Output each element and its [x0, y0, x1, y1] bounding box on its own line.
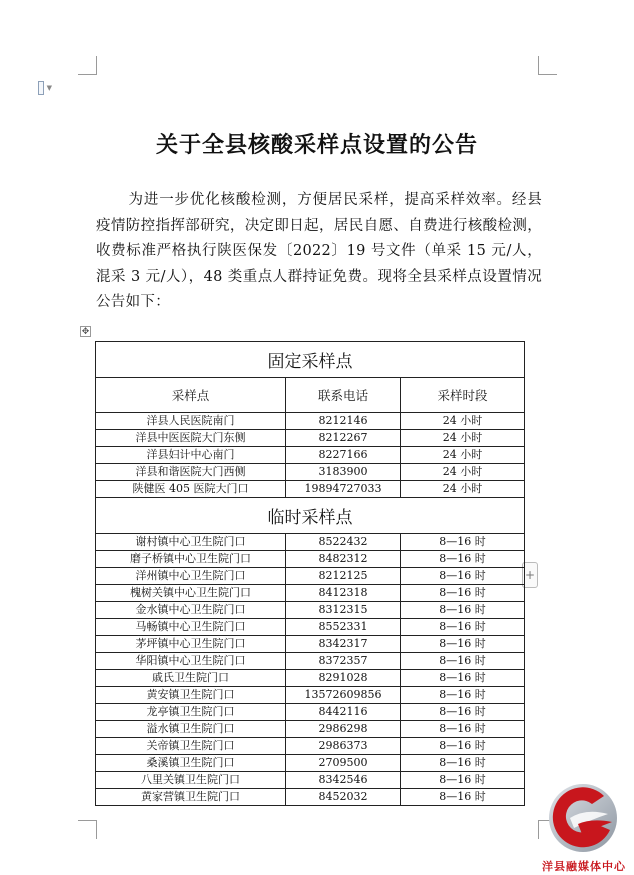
table-move-handle-icon[interactable]: ✥	[81, 327, 90, 337]
site-name-cell: 陕健医 405 医院大门口	[96, 481, 286, 498]
page-corner-mark-bottom-left	[78, 820, 97, 839]
media-center-logo	[540, 778, 626, 870]
phone-cell: 8452032	[286, 789, 401, 806]
site-name-cell: 华阳镇中心卫生院门口	[96, 653, 286, 670]
phone-cell: 2709500	[286, 755, 401, 772]
table-row	[96, 602, 525, 619]
add-row-plus-icon[interactable]: +	[522, 562, 538, 588]
phone-cell: 8442116	[286, 704, 401, 721]
document-sheet-icon	[38, 81, 44, 95]
hours-cell: 8—16 时	[401, 653, 525, 670]
phone-cell: 3183900	[286, 464, 401, 481]
phone-cell: 8212267	[286, 430, 401, 447]
phone-cell: 8312315	[286, 602, 401, 619]
site-name-cell: 关帝镇卫生院门口	[96, 738, 286, 755]
phone-cell: 8342546	[286, 772, 401, 789]
table-row	[96, 755, 525, 772]
hours-cell: 8—16 时	[401, 687, 525, 704]
table-row	[96, 413, 525, 430]
hours-cell: 8—16 时	[401, 551, 525, 568]
table-row	[96, 551, 525, 568]
site-name-cell: 谢村镇中心卫生院门口	[96, 534, 286, 551]
site-name-cell: 洋县和谐医院大门西侧	[96, 464, 286, 481]
hours-cell: 8—16 时	[401, 772, 525, 789]
site-name-cell: 洋州镇中心卫生院门口	[96, 568, 286, 585]
phone-cell: 13572609856	[286, 687, 401, 704]
section-heading-row	[96, 342, 525, 378]
hours-cell: 8—16 时	[401, 789, 525, 806]
hours-cell: 8—16 时	[401, 636, 525, 653]
column-header-phone: 联系电话	[286, 378, 401, 413]
table-row	[96, 464, 525, 481]
table-row	[96, 653, 525, 670]
hours-cell: 8—16 时	[401, 534, 525, 551]
table-row	[96, 772, 525, 789]
section-heading: 临时采样点	[96, 498, 525, 534]
table-row	[96, 430, 525, 447]
hours-cell: 8—16 时	[401, 738, 525, 755]
document-paragraph	[96, 188, 542, 316]
column-header-row	[96, 378, 525, 413]
hours-cell: 8—16 时	[401, 619, 525, 636]
hours-cell: 8—16 时	[401, 721, 525, 738]
phone-cell: 8212125	[286, 568, 401, 585]
hours-cell: 8—16 时	[401, 568, 525, 585]
table-row	[96, 687, 525, 704]
hours-cell: 8—16 时	[401, 585, 525, 602]
phone-cell: 8372357	[286, 653, 401, 670]
phone-cell: 8227166	[286, 447, 401, 464]
table-row	[96, 585, 525, 602]
phone-cell: 2986373	[286, 738, 401, 755]
document-icon[interactable]	[38, 80, 52, 96]
site-name-cell: 洋县中医医院大门东侧	[96, 430, 286, 447]
hours-cell: 24 小时	[401, 430, 525, 447]
page-corner-mark-top-left	[78, 56, 97, 75]
phone-cell: 2986298	[286, 721, 401, 738]
phone-cell: 8342317	[286, 636, 401, 653]
table-row	[96, 447, 525, 464]
table-row	[96, 534, 525, 551]
table-row	[96, 789, 525, 806]
watermark-text: 洋县融媒体中心	[542, 860, 626, 873]
phone-cell: 8482312	[286, 551, 401, 568]
table-row	[96, 619, 525, 636]
hours-cell: 8—16 时	[401, 670, 525, 687]
site-name-cell: 磨子桥镇中心卫生院门口	[96, 551, 286, 568]
column-header-hours: 采样时段	[401, 378, 525, 413]
phone-cell: 19894727033	[286, 481, 401, 498]
hours-cell: 8—16 时	[401, 602, 525, 619]
column-header-site: 采样点	[96, 378, 286, 413]
site-name-cell: 槐树关镇中心卫生院门口	[96, 585, 286, 602]
hours-cell: 8—16 时	[401, 704, 525, 721]
site-name-cell: 八里关镇卫生院门口	[96, 772, 286, 789]
site-name-cell: 戚氏卫生院门口	[96, 670, 286, 687]
site-name-cell: 洋县人民医院南门	[96, 413, 286, 430]
hours-cell: 24 小时	[401, 464, 525, 481]
phone-cell: 8412318	[286, 585, 401, 602]
site-name-cell: 溢水镇卫生院门口	[96, 721, 286, 738]
page-corner-mark-top-right	[538, 56, 557, 75]
sampling-sites-table	[95, 341, 525, 806]
paragraph-text: 为进一步优化核酸检测，方便居民采样，提高采样效率。经县疫情防控指挥部研究，决定即日起，居民自愿、自费进行核酸检测，收费标准严格执行陕医保发〔2022〕19 号文件（单采 15 元/人，混采 3 元/人），48 类重点人群持证免费。现将全县采样点设置情况公告如下：	[96, 192, 542, 310]
phone-cell: 8212146	[286, 413, 401, 430]
hours-cell: 8—16 时	[401, 755, 525, 772]
hours-cell: 24 小时	[401, 481, 525, 498]
table-row	[96, 636, 525, 653]
hours-cell: 24 小时	[401, 413, 525, 430]
table-row	[96, 721, 525, 738]
document-title: 关于全县核酸采样点设置的公告	[155, 133, 478, 158]
table-row	[96, 738, 525, 755]
table-row	[96, 670, 525, 687]
site-name-cell: 茅坪镇中心卫生院门口	[96, 636, 286, 653]
chevron-down-icon: ▼	[46, 84, 52, 92]
table-row	[96, 704, 525, 721]
phone-cell: 8291028	[286, 670, 401, 687]
site-name-cell: 金水镇中心卫生院门口	[96, 602, 286, 619]
phone-cell: 8522432	[286, 534, 401, 551]
table-row	[96, 481, 525, 498]
site-name-cell: 黄家营镇卫生院门口	[96, 789, 286, 806]
site-name-cell: 洋县妇计中心南门	[96, 447, 286, 464]
hours-cell: 24 小时	[401, 447, 525, 464]
section-heading-row	[96, 498, 525, 534]
site-name-cell: 黄安镇卫生院门口	[96, 687, 286, 704]
phone-cell: 8552331	[286, 619, 401, 636]
site-name-cell: 龙亭镇卫生院门口	[96, 704, 286, 721]
table-row	[96, 568, 525, 585]
site-name-cell: 马畅镇中心卫生院门口	[96, 619, 286, 636]
section-heading: 固定采样点	[96, 342, 525, 378]
site-name-cell: 桑溪镇卫生院门口	[96, 755, 286, 772]
